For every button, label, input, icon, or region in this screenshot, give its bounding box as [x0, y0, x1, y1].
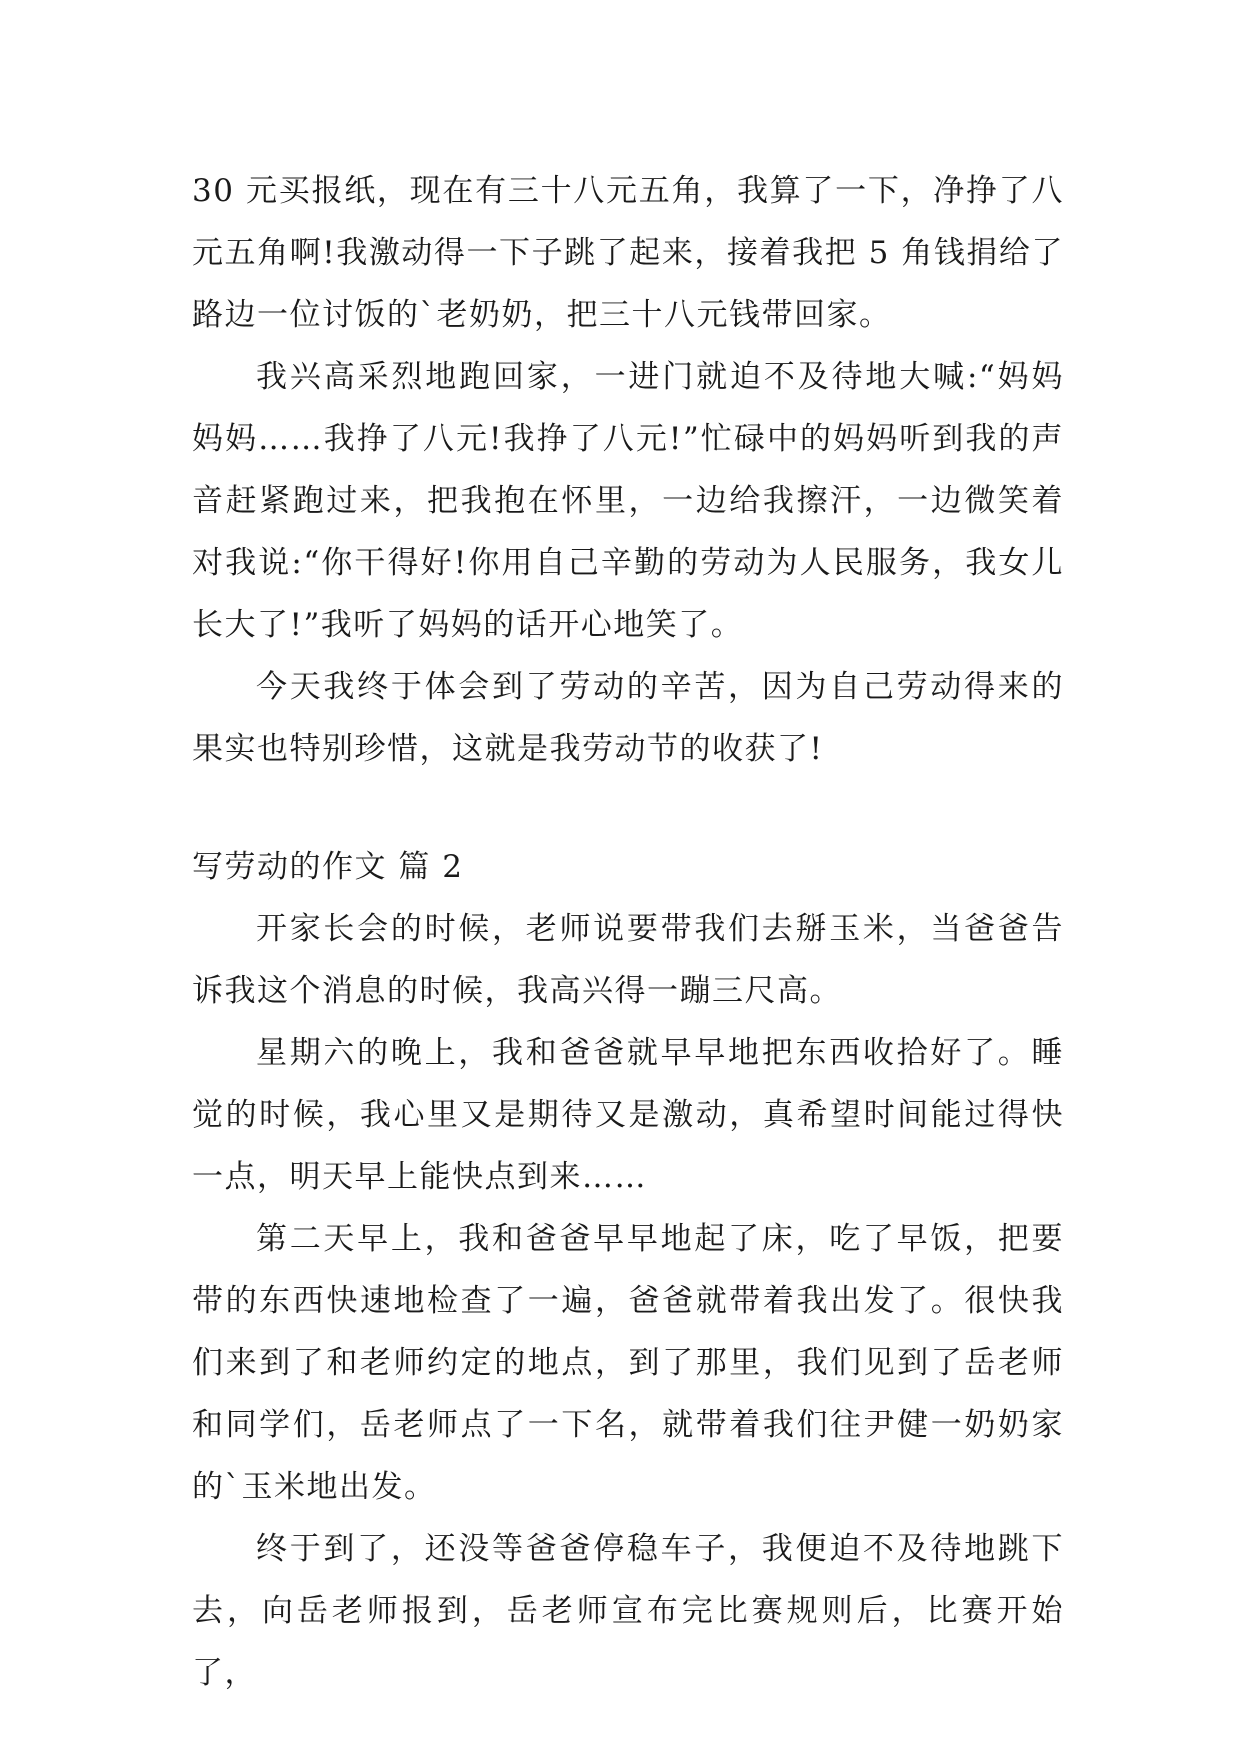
- paragraph-parent-meeting: 开家长会的时候，老师说要带我们去掰玉米，当爸爸告诉我这个消息的时候，我高兴得一蹦三尺高。: [192, 911, 1064, 1009]
- section-title: 写劳动的作文 篇 2: [192, 849, 464, 885]
- paragraph-arrival: 终于到了，还没等爸爸停稳车子，我便迫不及待地跳下去，向岳老师报到，岳老师宣布完比赛规则后，比赛开始了，: [192, 1531, 1064, 1691]
- paragraph-saturday-night: 星期六的晚上，我和爸爸就早早地把东西收拾好了。睡觉的时候，我心里又是期待又是激动，真希望时间能过得快一点，明天早上能快点到来……: [192, 1035, 1064, 1195]
- document-body: [192, 160, 1064, 1704]
- paragraph-conclusion: 今天我终于体会到了劳动的辛苦，因为自己劳动得来的果实也特别珍惜，这就是我劳动节的收获了!: [192, 669, 1064, 767]
- paragraph-next-morning: 第二天早上，我和爸爸早早地起了床，吃了早饭，把要带的东西快速地检查了一遍，爸爸就带着我出发了。很快我们来到了和老师约定的地点，到了那里，我们见到了岳老师和同学们，岳老师点了一下名，就带着我们往尹健一奶奶家的`玉米地出发。: [192, 1221, 1064, 1505]
- paragraph-return-home: 我兴高采烈地跑回家，一进门就迫不及待地大喊:“妈妈妈妈……我挣了八元!我挣了八元!”忙碌中的妈妈听到我的声音赶紧跑过来，把我抱在怀里，一边给我擦汗，一边微笑着对我说:“你干得好!你用自己辛勤的劳动为人民服务，我女儿长大了!”我听了妈妈的话开心地笑了。: [192, 359, 1064, 643]
- paragraph-continuation: 30 元买报纸，现在有三十八元五角，我算了一下，净挣了八元五角啊!我激动得一下子跳了起来，接着我把 5 角钱捐给了路边一位讨饭的`老奶奶，把三十八元钱带回家。: [192, 173, 1064, 333]
